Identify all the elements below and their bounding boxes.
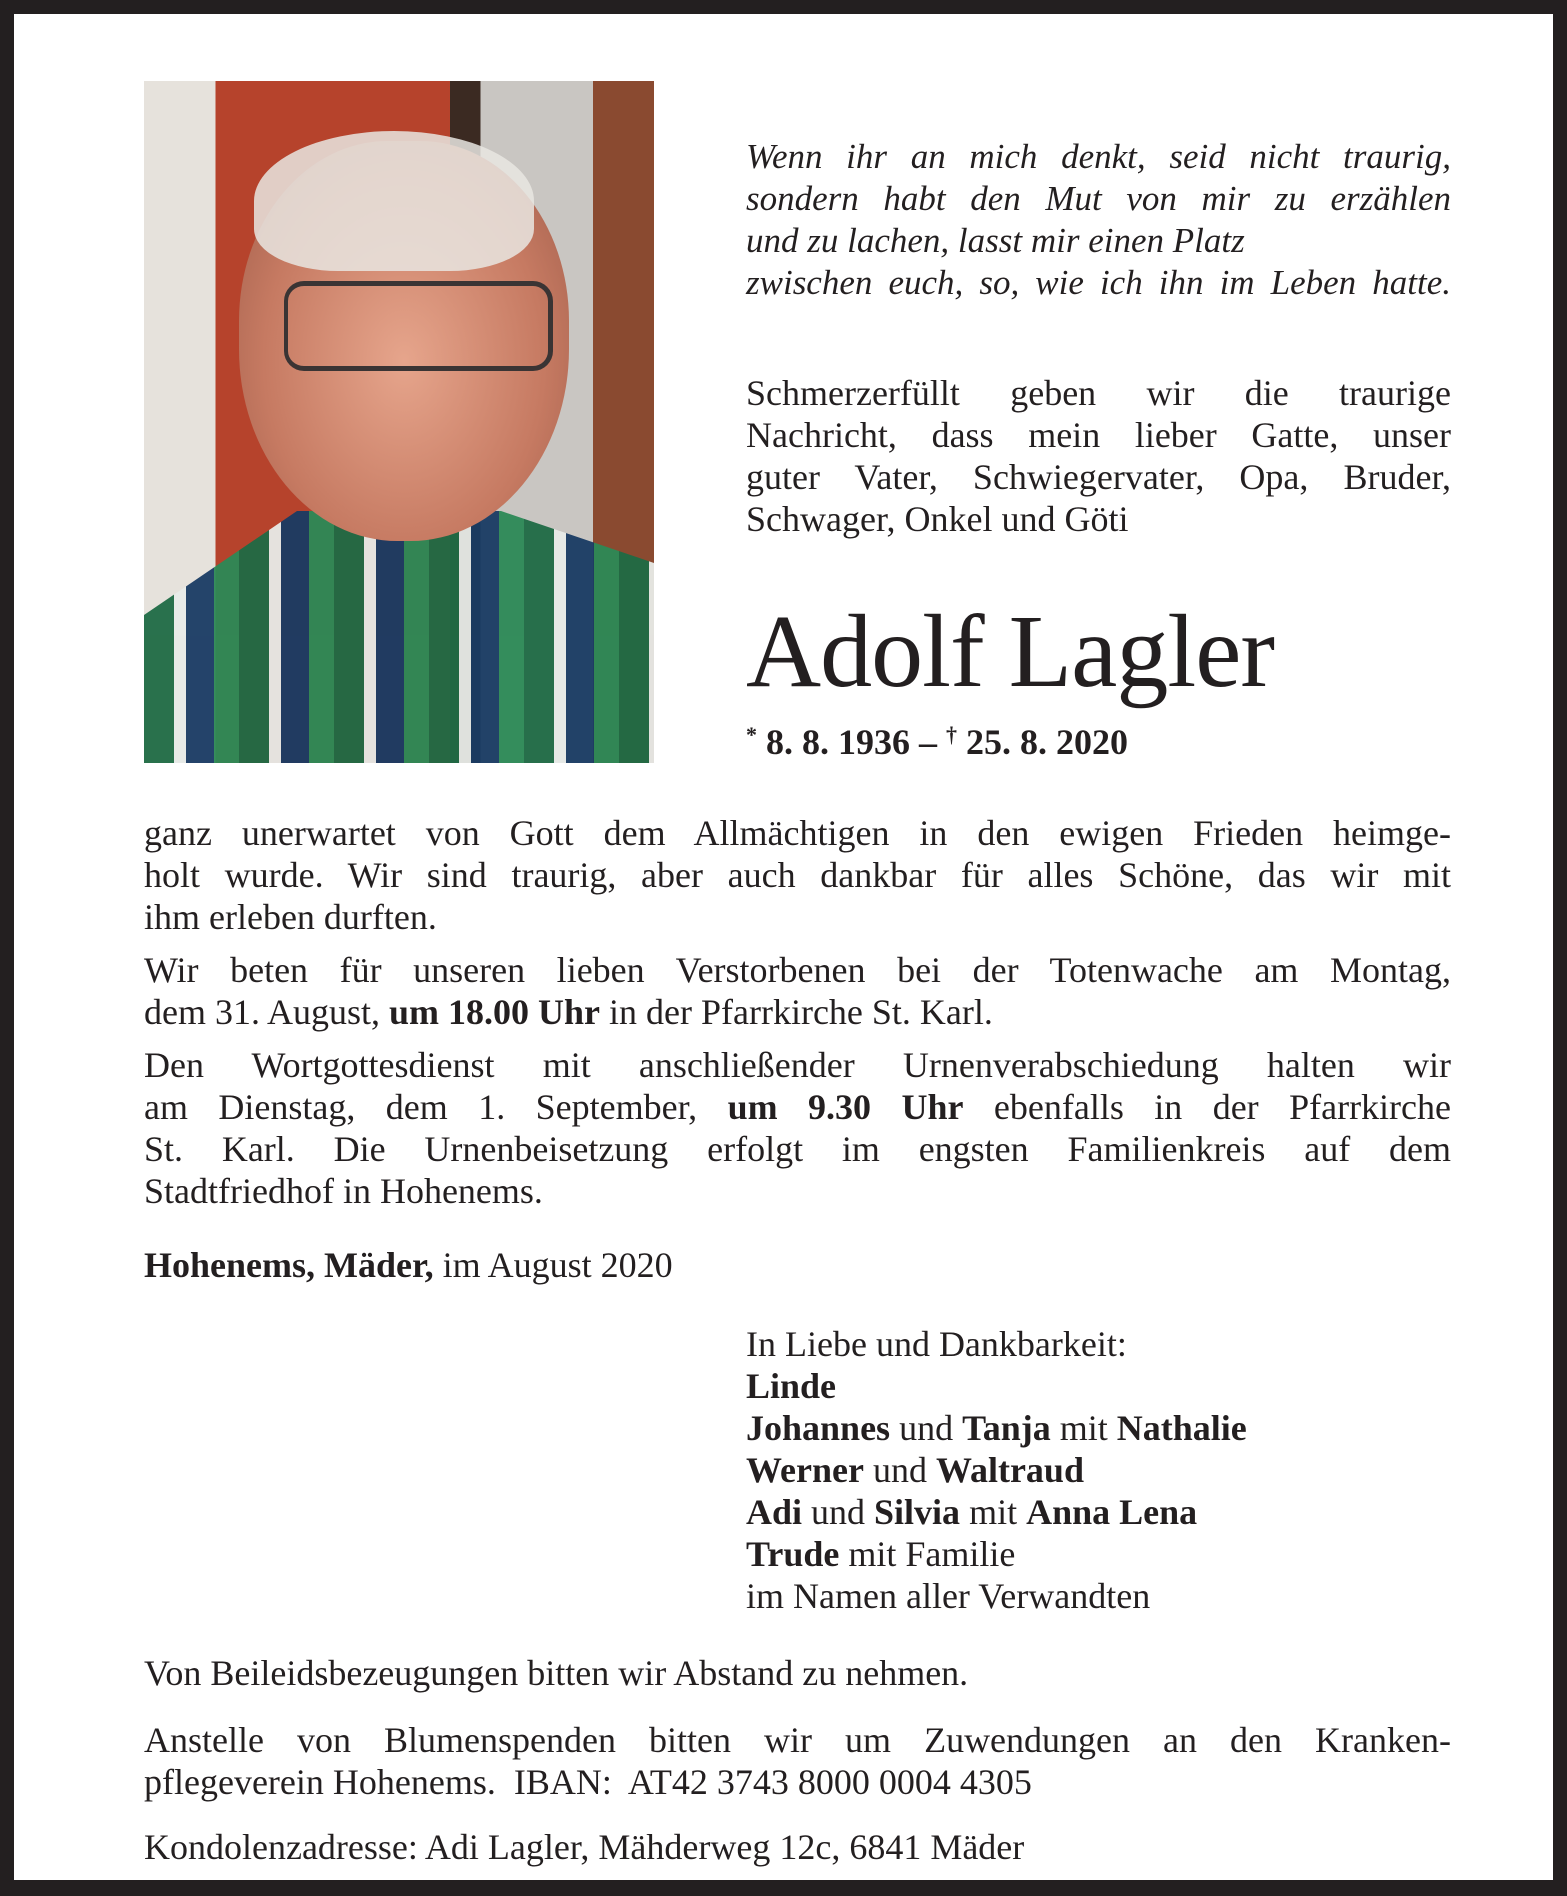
wake-paragraph: Wir beten für unseren lieben Verstorbenen bei der Totenwache am Montag, dem 31. August, um 18.00 Uhr in der Pfarrkirche St. Karl. [144, 950, 1451, 1032]
memorial-quote: Wenn ihr an mich denkt, seid nicht traurig, sondern habt den Mut von mir zu erzählen und zu lachen, lasst mir einen Platz zwischen euch, so, wie ich ihn im Leben hatte. [746, 137, 1451, 302]
donation-note: Anstelle von Blumenspenden bitten wir um Zuwendungen an den Kranken- pflegeverein Hohenems. IBAN: AT42 3743 8000 0004 4305 [144, 1720, 1451, 1802]
body-paragraph-1: ganz unerwartet von Gott dem Allmächtigen in den ewigen Frieden heimge- holt wurde. Wir sind traurig, aber auch dankbar für alles Schöne, das wir mit ihm erleben durften. [144, 813, 1451, 937]
service-paragraph: Den Wortgottesdienst mit anschließender Urnenverabschiedung halten wir am Dienstag, dem 1. September, um 9.30 Uhr ebenfalls in der Pfarrkirche St. Karl. Die Urnenbeisetzung erfolgt im engsten Familienkreis auf dem Stadtfriedhof in Hohenems. [144, 1045, 1452, 1211]
condolence-note: Von Beileidsbezeugungen bitten wir Abstand zu nehmen. [144, 1653, 969, 1693]
announcement-intro: Schmerzerfüllt geben wir die traurige Nachricht, dass mein lieber Gatte, unser guter Vater, Schwiegervater, Opa, Bruder, Schwager, Onkel und Göti [746, 373, 1451, 539]
life-dates: * 8. 8. 1936 – † 25. 8. 2020 [746, 722, 1128, 762]
obituary-page [14, 14, 1553, 1880]
condolence-address: Kondolenzadresse: Adi Lagler, Mähderweg 12c, 6841 Mäder [144, 1827, 1025, 1867]
deceased-name: Adolf Lagler [746, 594, 1275, 709]
place-and-date: Hohenems, Mäder, im August 2020 [144, 1245, 673, 1285]
family-signatures: In Liebe und Dankbarkeit: Linde Johannes und Tanja mit Nathalie Werner und Waltraud Adi und Silvia mit Anna Lena Trude mit Familie im Namen aller Verwandten [746, 1324, 1247, 1616]
portrait-photo [144, 81, 654, 763]
